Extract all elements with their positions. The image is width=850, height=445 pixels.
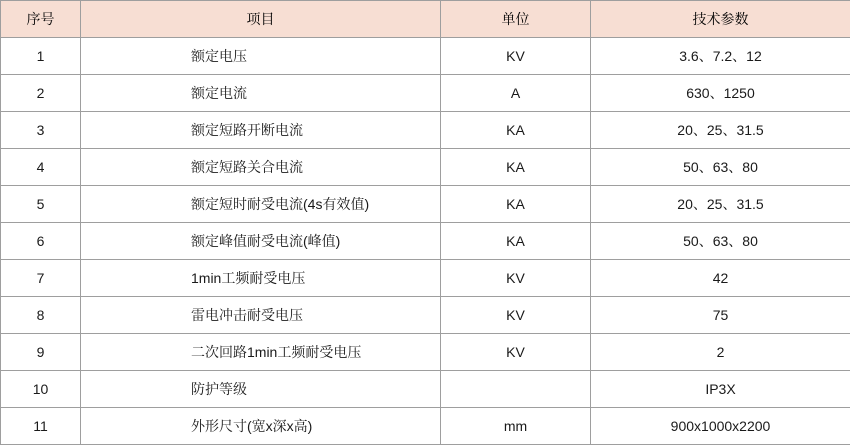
- cell-param: 50、63、80: [591, 149, 850, 186]
- cell-index: 9: [1, 334, 81, 371]
- cell-item: 雷电冲击耐受电压: [81, 297, 441, 334]
- cell-index: 8: [1, 297, 81, 334]
- cell-unit: KA: [441, 149, 591, 186]
- table-row: [1, 260, 850, 297]
- cell-param: 20、25、31.5: [591, 112, 850, 149]
- cell-unit: A: [441, 75, 591, 112]
- cell-param: 900x1000x2200: [591, 408, 850, 445]
- cell-unit: KA: [441, 223, 591, 260]
- cell-index: 2: [1, 75, 81, 112]
- cell-index: 6: [1, 223, 81, 260]
- cell-unit: KA: [441, 186, 591, 223]
- table-row: [1, 38, 850, 75]
- column-header-index: 序号: [1, 1, 81, 38]
- cell-item: 额定短时耐受电流(4s有效值): [81, 186, 441, 223]
- cell-item: 额定峰值耐受电流(峰值): [81, 223, 441, 260]
- cell-unit: KA: [441, 112, 591, 149]
- cell-param: 630、1250: [591, 75, 850, 112]
- cell-unit: KV: [441, 260, 591, 297]
- table-body: [1, 38, 850, 445]
- column-header-unit: 单位: [441, 1, 591, 38]
- table-row: [1, 334, 850, 371]
- cell-index: 5: [1, 186, 81, 223]
- cell-item: 额定短路关合电流: [81, 149, 441, 186]
- cell-unit: mm: [441, 408, 591, 445]
- table-row: [1, 297, 850, 334]
- cell-item: 1min工频耐受电压: [81, 260, 441, 297]
- cell-param: 20、25、31.5: [591, 186, 850, 223]
- cell-unit: KV: [441, 38, 591, 75]
- table-row: [1, 371, 850, 408]
- column-header-item: 项目: [81, 1, 441, 38]
- cell-index: 7: [1, 260, 81, 297]
- table-row: [1, 408, 850, 445]
- cell-index: 4: [1, 149, 81, 186]
- table-header-row: [1, 1, 850, 38]
- cell-param: IP3X: [591, 371, 850, 408]
- cell-item: 二次回路1min工频耐受电压: [81, 334, 441, 371]
- cell-param: 42: [591, 260, 850, 297]
- table-row: [1, 112, 850, 149]
- cell-index: 11: [1, 408, 81, 445]
- cell-item: 额定电压: [81, 38, 441, 75]
- cell-item: 外形尺寸(宽x深x高): [81, 408, 441, 445]
- column-header-param: 技术参数: [591, 1, 850, 38]
- table-header: [1, 1, 850, 38]
- table-row: [1, 186, 850, 223]
- table-row: [1, 149, 850, 186]
- table-row: [1, 75, 850, 112]
- cell-unit: KV: [441, 334, 591, 371]
- cell-param: 75: [591, 297, 850, 334]
- cell-param: 3.6、7.2、12: [591, 38, 850, 75]
- cell-item: 防护等级: [81, 371, 441, 408]
- cell-item: 额定电流: [81, 75, 441, 112]
- cell-index: 10: [1, 371, 81, 408]
- cell-index: 3: [1, 112, 81, 149]
- cell-param: 50、63、80: [591, 223, 850, 260]
- cell-param: 2: [591, 334, 850, 371]
- cell-unit: KV: [441, 297, 591, 334]
- cell-item: 额定短路开断电流: [81, 112, 441, 149]
- cell-unit: [441, 371, 591, 408]
- cell-index: 1: [1, 38, 81, 75]
- table-row: [1, 223, 850, 260]
